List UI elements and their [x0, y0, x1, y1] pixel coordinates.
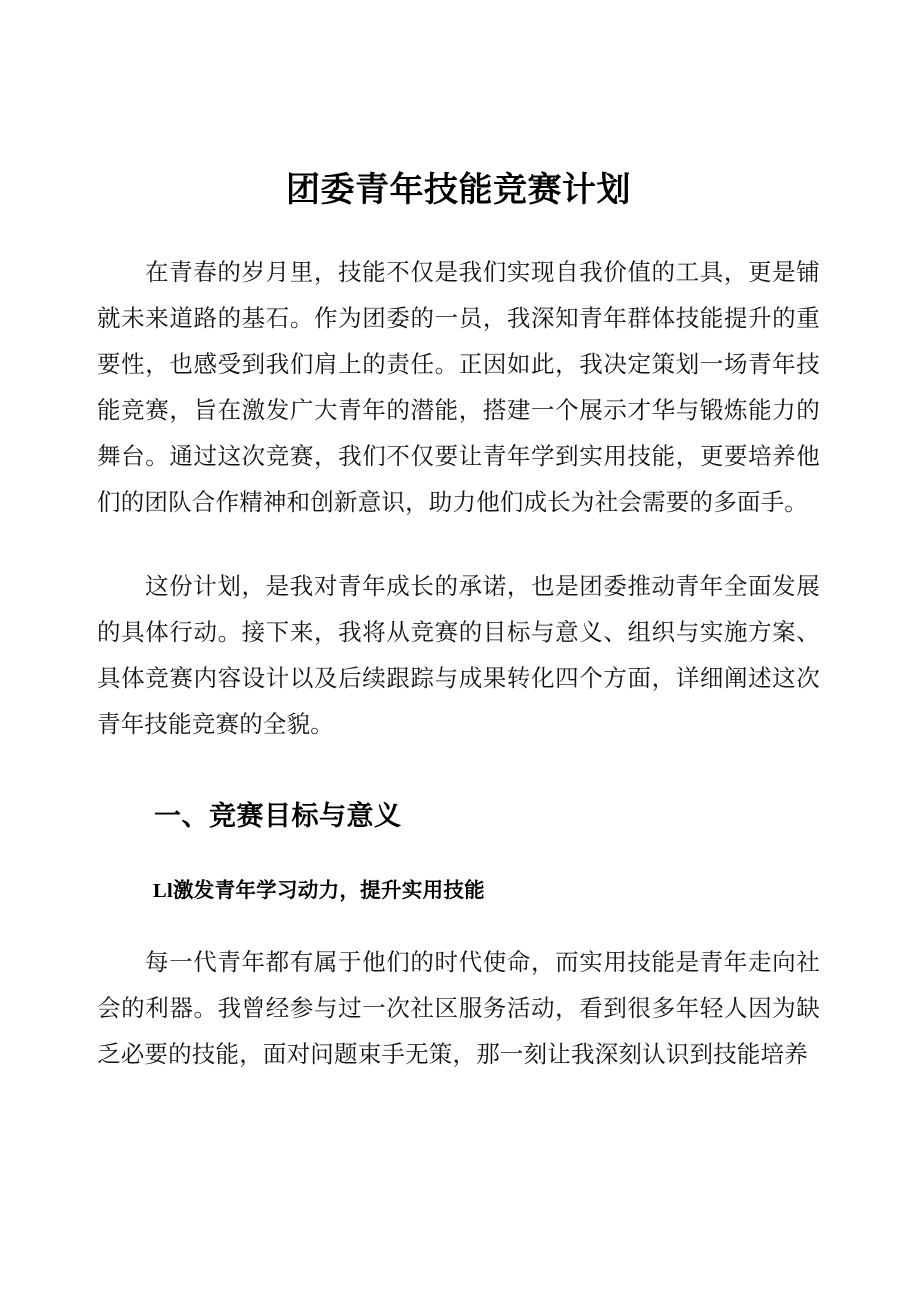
intro-paragraph-2: 这份计划，是我对青年成长的承诺，也是团委推动青年全面发展的具体行动。接下来，我将从竞赛的目标与意义、组织与实施方案、具体竞赛内容设计以及后续跟踪与成果转化四个方面，详细阐述这次青年技能竞赛的全貌。 — [97, 574, 820, 738]
subsection-heading-1-1 — [97, 835, 820, 906]
subsection-paragraph-1-1: 每一代青年都有属于他们的时代使命，而实用技能是青年走向社会的利器。我曾经参与过一次社区服务活动，看到很多年轻人因为缺乏必要的技能，面对问题束手无策，那一刻让我深刻认识到技能培养 — [97, 950, 820, 1068]
intro-paragraph-1: 在青春的岁月里，技能不仅是我们实现自我价值的工具，更是铺就未来道路的基石。作为团委的一员，我深知青年群体技能提升的重要性，也感受到我们肩上的责任。正因如此，我决定策划一场青年技能竞赛，旨在激发广大青年的潜能，搭建一个展示才华与锻炼能力的舞台。通过这次竞赛，我们不仅要让青年学到实用技能，更要培养他们的团队合作精神和创新意识，助力他们成长为社会需要的多面手。 — [97, 260, 820, 516]
section-heading-one: 一、竞赛目标与意义 — [154, 801, 402, 831]
subsection-number: Ll — [153, 880, 173, 902]
page-title: 团委青年技能竞赛计划 — [286, 171, 631, 209]
subsection-title: 激发青年学习动力，提升实用技能 — [172, 879, 485, 902]
document-content — [97, 0, 820, 1078]
